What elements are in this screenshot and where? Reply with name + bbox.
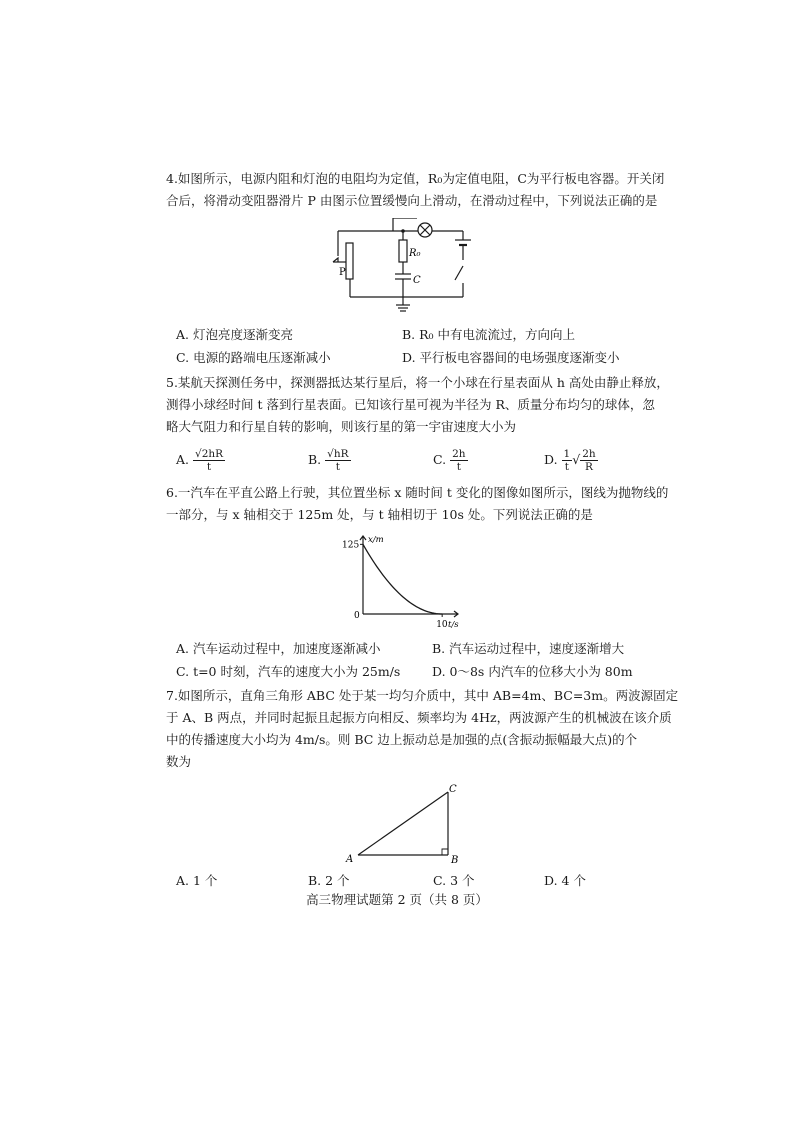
- q5-line1: 5.某航天探测任务中，探测器抵达某行星后，将一个小球在行星表面从 h 高处由静止释放，: [166, 375, 669, 390]
- side-ac: [358, 792, 448, 855]
- q5-line2: 测得小球经时间 t 落到行星表面。已知该行星可视为半径为 R、质量分布均匀的球体，忽: [166, 397, 655, 412]
- x-axis-label: t/s: [448, 620, 459, 630]
- x-tick-label: 10: [436, 620, 448, 630]
- x-tick-label-origin: 0: [354, 611, 360, 621]
- q6-option-d[interactable]: D. 0～8s 内汽车的位移大小为 80m: [432, 664, 633, 679]
- page-footer: 高三物理试题第 2 页（共 8 页）: [306, 892, 488, 907]
- q6-option-b[interactable]: B. 汽车运动过程中，速度逐渐增大: [432, 641, 625, 656]
- circuit-diagram: [325, 218, 485, 313]
- q7-line3: 中的传播速度大小均为 4m/s。则 BC 边上振动总是加强的点(含振动振幅最大点)的个: [166, 732, 638, 747]
- q6-option-c[interactable]: C. t=0 时刻，汽车的速度大小为 25m/s: [176, 664, 401, 679]
- q6-line1: 6.一汽车在平直公路上行驶，其位置坐标 x 随时间 t 变化的图像如图所示，图线为抛物线的: [166, 485, 669, 500]
- q5-option-a[interactable]: A. $\frac{√2hR}{t}$: [176, 448, 224, 473]
- triangle-diagram: [340, 780, 470, 866]
- q6-option-a[interactable]: A. 汽车运动过程中，加速度逐渐减小: [176, 641, 381, 656]
- q7-option-d[interactable]: D. 4 个: [544, 873, 586, 888]
- q5-line3: 略大气阻力和行星自转的影响，则该行星的第一宇宙速度大小为: [166, 419, 517, 434]
- q7-line1: 7.如图所示，直角三角形 ABC 处于某一均匀介质中，其中 AB=4m、BC=3m。两波源固定: [166, 688, 679, 703]
- q7-option-a[interactable]: A. 1 个: [176, 873, 218, 888]
- q4-line2: 合后，将滑动变阻器滑片 P 由图示位置缓慢向上滑动，在滑动过程中，下列说法正确的是: [166, 193, 658, 208]
- vertex-c-label: C: [449, 784, 457, 795]
- q4-option-a[interactable]: A. 灯泡亮度逐渐变亮: [176, 327, 293, 342]
- q7-line2: 于 A、B 两点，并同时起振且起振方向相反、频率均为 4Hz，两波源产生的机械波在该介质: [166, 710, 672, 725]
- right-angle-mark: [442, 849, 448, 855]
- q4-line1: 4.如图所示，电源内阻和灯泡的电阻均为定值，R₀为定值电阻，C为平行板电容器。开关闭: [166, 171, 665, 186]
- q7-option-c[interactable]: C. 3 个: [433, 873, 475, 888]
- capacitor-label: C: [413, 275, 421, 286]
- r0-label: R₀: [409, 248, 421, 259]
- q7-option-b[interactable]: B. 2 个: [308, 873, 350, 888]
- q5-option-d[interactable]: D. $\frac{1}{t}$ √ $\frac{2h}{R}$: [544, 448, 596, 473]
- xt-chart: [330, 530, 470, 630]
- q4-option-b[interactable]: B. R₀ 中有电流流过，方向向上: [402, 327, 576, 342]
- slider-label: P: [339, 267, 346, 278]
- q6-line2: 一部分，与 x 轴相交于 125m 处，与 t 轴相切于 10s 处。下列说法正确的是: [166, 507, 593, 522]
- series-line: [363, 544, 442, 614]
- vertex-b-label: B: [451, 855, 459, 866]
- q7-line4: 数为: [166, 754, 192, 769]
- vertex-a-label: A: [346, 854, 354, 865]
- chart-ticks: [360, 544, 442, 617]
- q4-option-d[interactable]: D. 平行板电容器间的电场强度逐渐变小: [402, 350, 620, 365]
- y-axis-label: x/m: [368, 535, 384, 545]
- y-tick-label: 125: [342, 540, 360, 551]
- q4-option-c[interactable]: C. 电源的路端电压逐渐减小: [176, 350, 331, 365]
- q5-option-c[interactable]: C. $\frac{2h}{t}$: [433, 448, 466, 473]
- q5-option-b[interactable]: B. $\frac{√hR}{t}$: [308, 448, 349, 473]
